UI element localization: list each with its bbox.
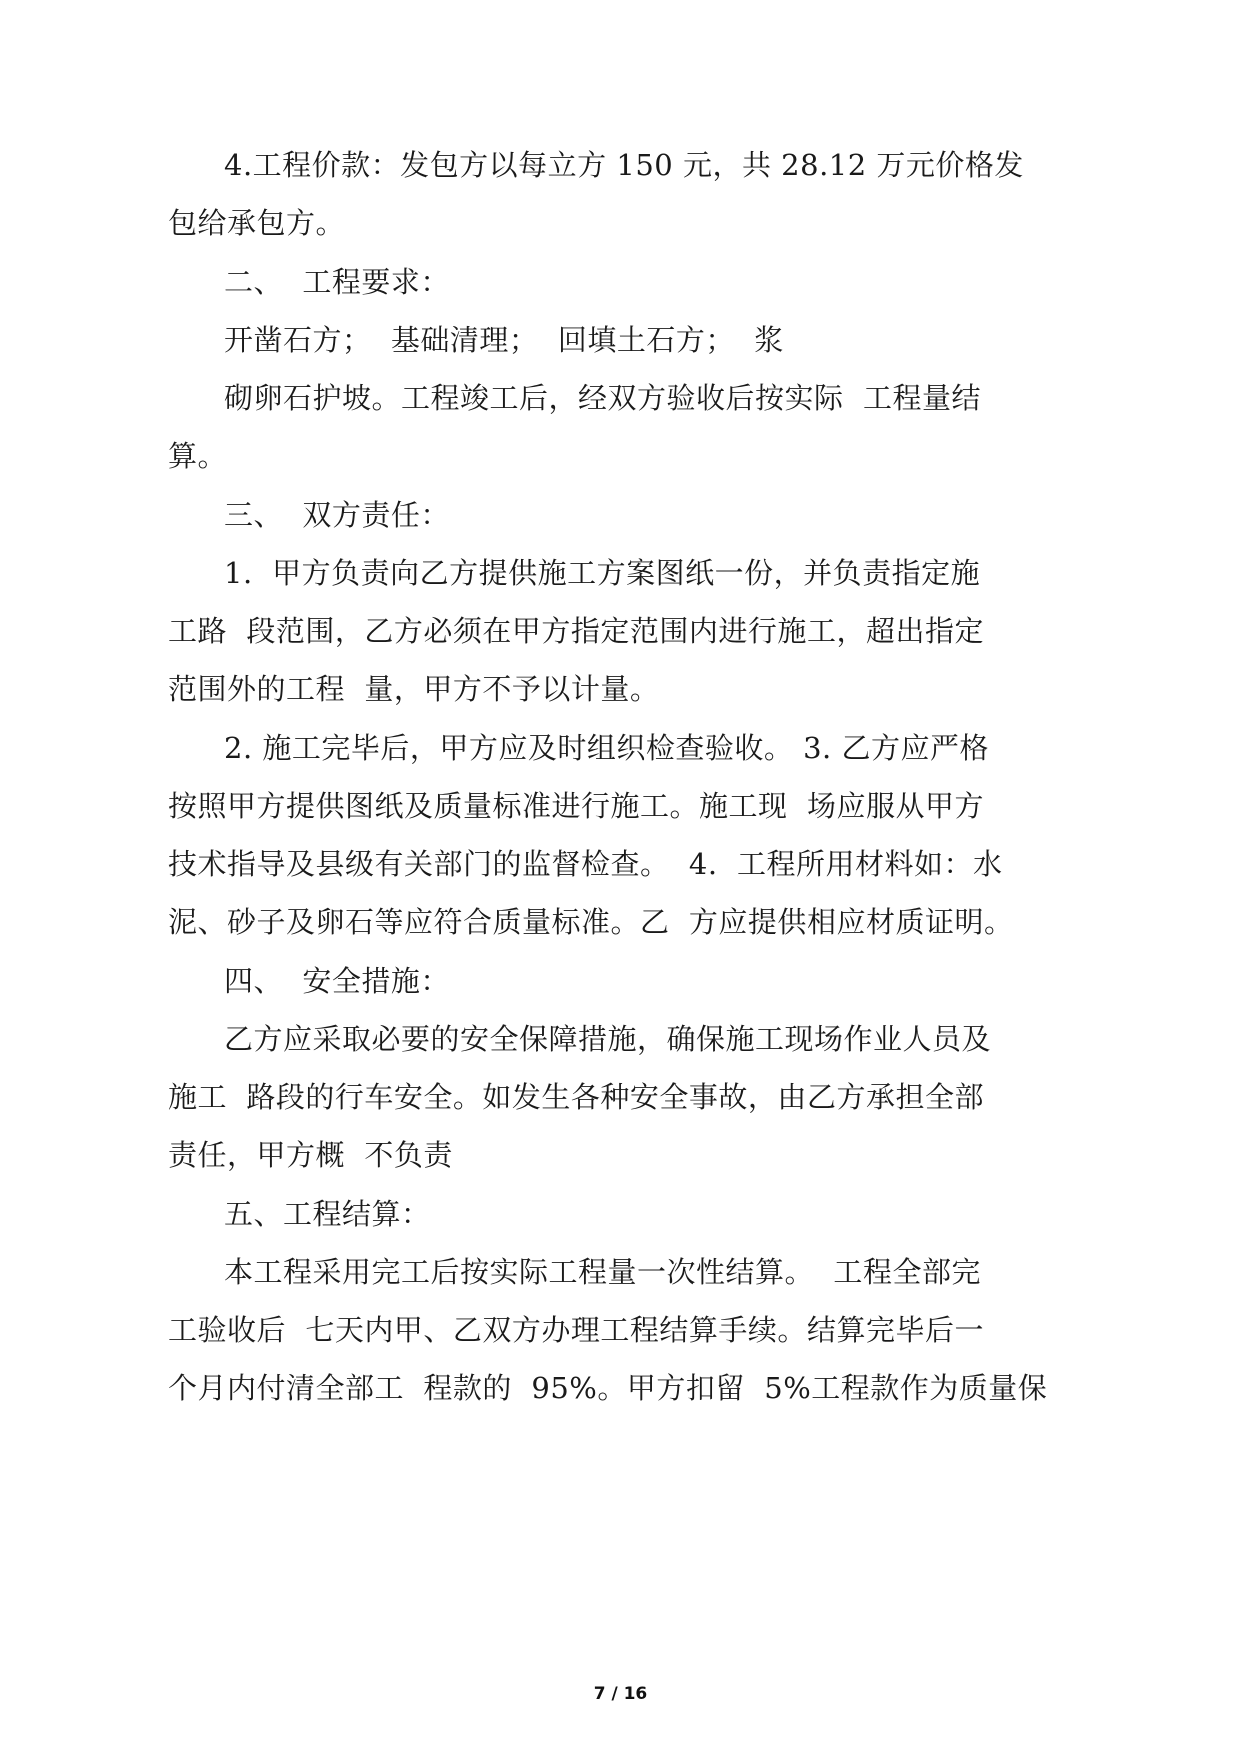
text-line-12: 按照甲方提供图纸及质量标准进行施工。施工现 场应服从甲方 — [168, 789, 984, 823]
text-line-5: 砌卵石护坡。工程竣工后，经双方验收后按实际 工程量结 — [224, 381, 981, 415]
text-line-18: 责任，甲方概 不负责 — [168, 1138, 453, 1172]
text-line-16: 乙方应采取必要的安全保障措施，确保施工现场作业人员及 — [224, 1022, 992, 1056]
text-line-9: 工路 段范围，乙方必须在甲方指定范围内进行施工，超出指定 — [168, 614, 984, 648]
section-heading-4: 四、 安全措施： — [224, 964, 450, 998]
section-heading-5: 五、工程结算： — [224, 1197, 431, 1231]
text-line-22: 个月内付清全部工 程款的 95%。甲方扣留 5%工程款作为质量保 — [168, 1371, 1048, 1405]
text-line-20: 本工程采用完工后按实际工程量一次性结算。 工程全部完 — [224, 1255, 981, 1289]
section-heading-2: 二、 工程要求： — [224, 265, 450, 299]
page-number: 7 / 16 — [593, 1684, 648, 1704]
text-line-10: 范围外的工程 量，甲方不予以计量。 — [168, 672, 660, 706]
section-heading-3: 三、 双方责任： — [224, 498, 450, 532]
text-line-8: 1. 甲方负责向乙方提供施工方案图纸一份，并负责指定施 — [224, 556, 981, 590]
text-line-4: 开凿石方； 基础清理； 回填土石方； 浆 — [224, 323, 784, 357]
text-line-21: 工验收后 七天内甲、乙双方办理工程结算手续。结算完毕后一 — [168, 1313, 984, 1347]
text-line-13: 技术指导及县级有关部门的监督检查。 4. 工程所用材料如：水 — [168, 847, 1003, 881]
text-line-14: 泥、砂子及卵石等应符合质量标准。乙 方应提供相应材质证明。 — [168, 905, 1014, 939]
text-line-2: 包给承包方。 — [168, 206, 346, 240]
text-line-17: 施工 路段的行车安全。如发生各种安全事故，由乙方承担全部 — [168, 1080, 984, 1114]
text-line-11: 2. 施工完毕后，甲方应及时组织检查验收。 3. 乙方应严格 — [224, 731, 989, 765]
text-line-6: 算。 — [168, 439, 228, 473]
text-line-1: 4.工程价款：发包方以每立方 150 元，共 28.12 万元价格发 — [224, 148, 1024, 182]
